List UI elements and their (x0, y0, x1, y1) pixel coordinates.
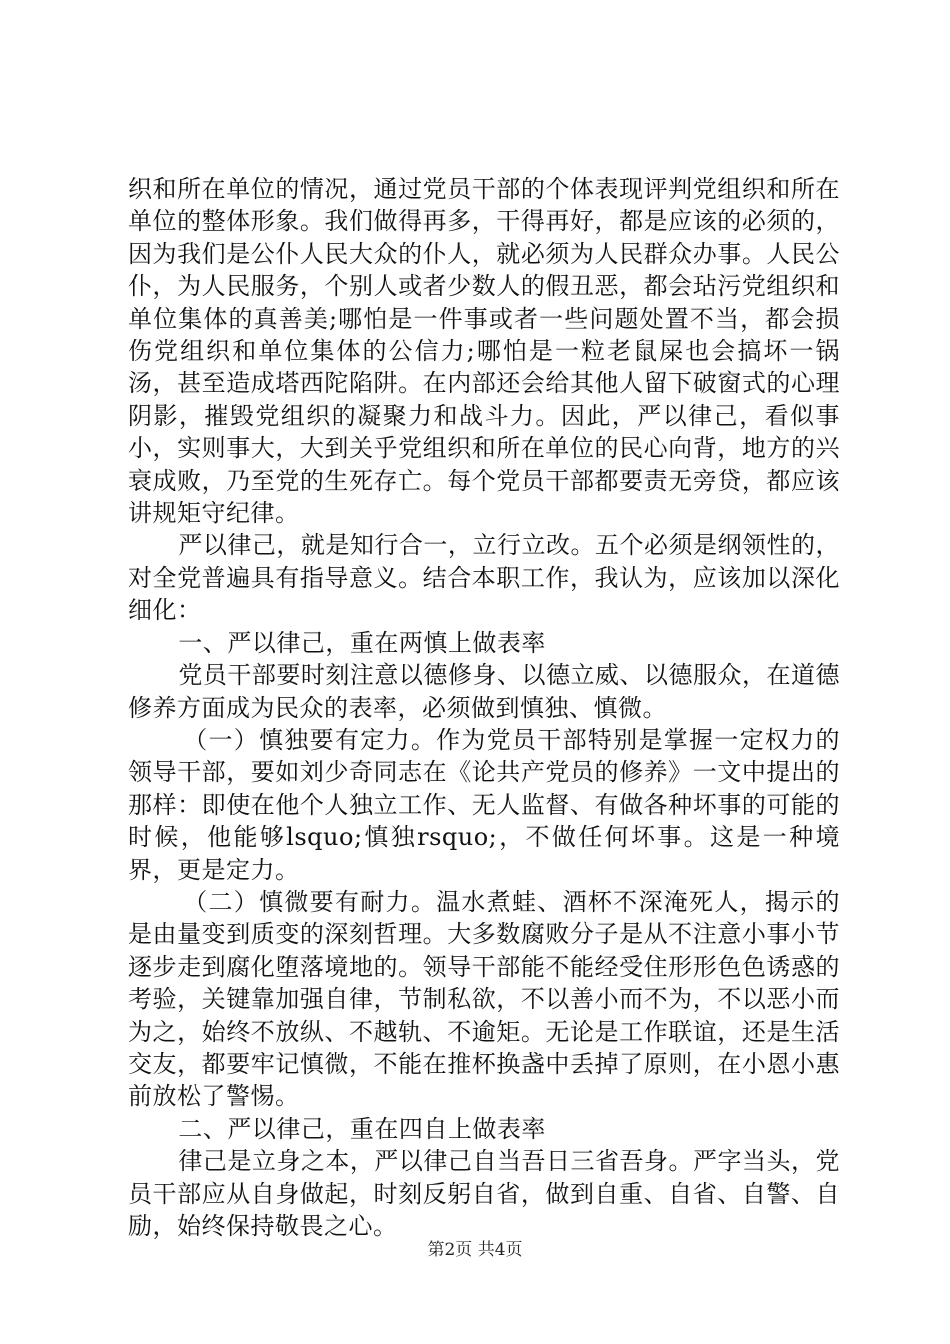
document-body (128, 173, 840, 1242)
section-heading-1: 一、严以律己，重在两慎上做表率 (178, 628, 546, 657)
subsection-1-paragraph: （一）慎独要有定力。作为党员干部特别是掌握一定权力的领导干部，要如刘少奇同志在《论共产党员的修养》一文中提出的那样：即使在他个人独立工作、无人监督、有做各种坏事的可能的时候，他能够lsquo;慎独rsquo;，不做任何坏事。这是一种境界，更是定力。 (128, 725, 840, 884)
subsection-2-paragraph: （二）慎微要有耐力。温水煮蛙、酒杯不深淹死人，揭示的是由量变到质变的深刻哲理。大多数腐败分子是从不注意小事小节逐步走到腐化堕落境地的。领导干部能不能经受住形形色色诱惑的考验，关键靠加强自律，节制私欲，不以善小而不为，不以恶小而为之，始终不放纵、不越轨、不逾矩。无论是工作联谊，还是生活交友，都要牢记慎微，不能在推杯换盏中丢掉了原则，在小恩小惠前放松了警惕。 (128, 887, 840, 1111)
paragraph-continuation: 织和所在单位的情况，通过党员干部的个体表现评判党组织和所在单位的整体形象。我们做得再多，干得再好，都是应该的必须的，因为我们是公仆人民大众的仆人，就必须为人民群众办事。人民公仆，为人民服务，个别人或者少数人的假丑恶，都会玷污党组织和单位集体的真善美;哪怕是一件事或者一些问题处置不当，都会损伤党组织和单位集体的公信力;哪怕是一粒老鼠屎也会搞坏一锅汤，甚至造成塔西陀陷阱。在内部还会给其他人留下破窗式的心理阴影，摧毁党组织的凝聚力和战斗力。因此，严以律己，看似事小，实则事大，大到关乎党组织和所在单位的民心向背，地方的兴衰成败，乃至党的生死存亡。每个党员干部都要责无旁贷，都应该讲规矩守纪律。 (128, 175, 840, 528)
paragraph-moral-example: 党员干部要时刻注意以德修身、以德立威、以德服众，在道德修养方面成为民众的表率，必须做到慎独、慎微。 (128, 661, 840, 722)
section-heading-2: 二、严以律己，重在四自上做表率 (178, 1114, 546, 1143)
page-number-footer: 第2页 共4页 (427, 1240, 523, 1260)
paragraph-self-discipline-intro: 严以律己，就是知行合一，立行立改。五个必须是纲领性的，对全党普遍具有指导意义。结合本职工作，我认为，应该加以深化细化： (128, 531, 840, 625)
paragraph-self-reflection: 律己是立身之本，严以律己自当吾日三省吾身。严字当头，党员干部应从自身做起，时刻反躬自省，做到自重、自省、自警、自励，始终保持敬畏之心。 (128, 1147, 840, 1240)
